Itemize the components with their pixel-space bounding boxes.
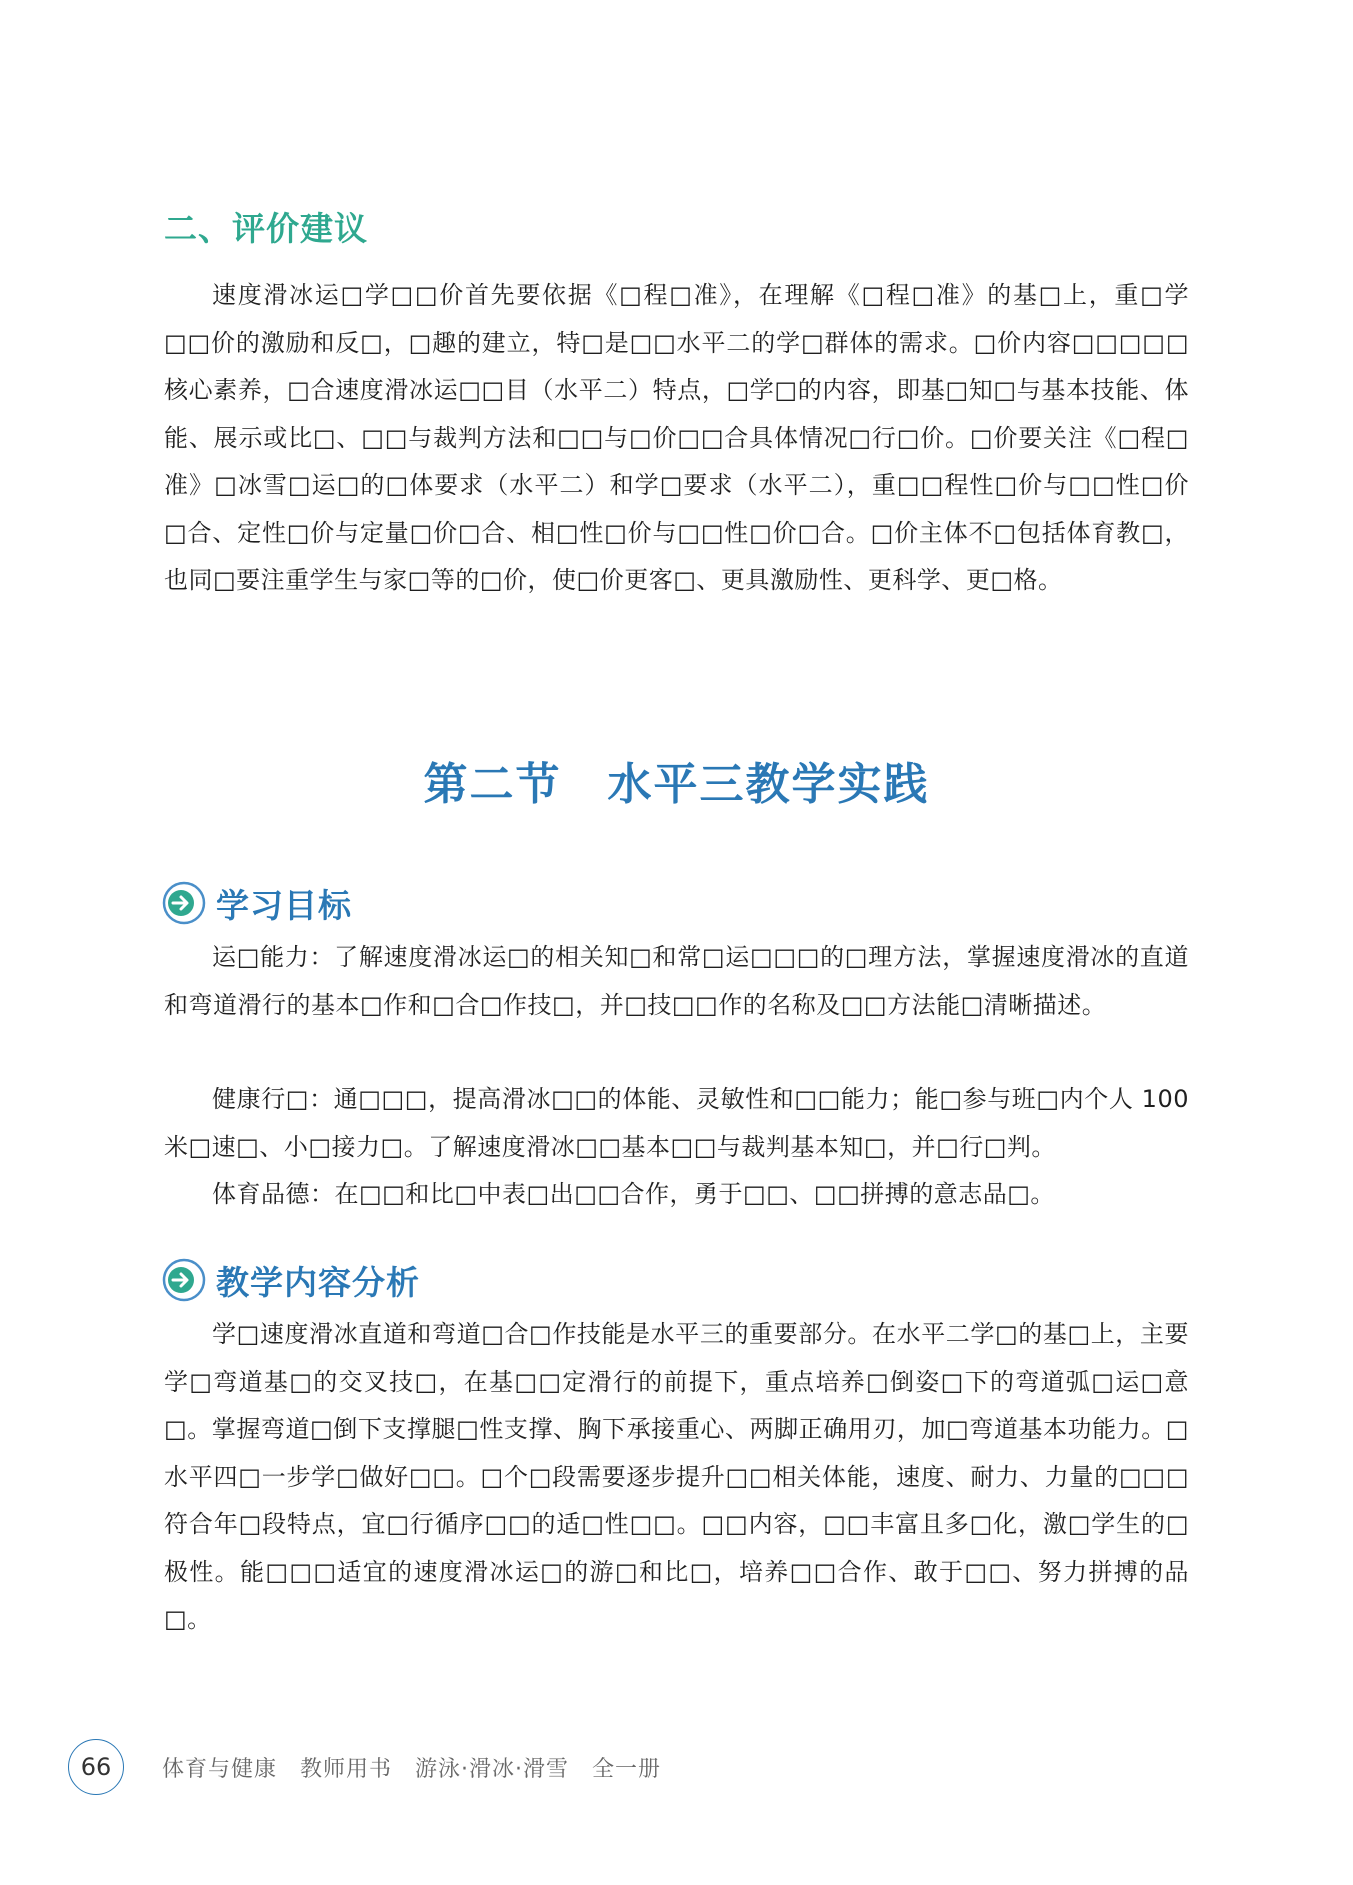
page-footer: [68, 1738, 661, 1796]
book-info: 体育与健康 教师用书 游泳·滑冰·滑雪 全一册: [162, 1756, 661, 1782]
evaluation-paragraph: 速度滑冰运□学□□价首先要依据《□程□准》，在理解《□程□准》的基□上，重□学□□价的激励和反□，□趣的建立，特□是□□水平二的学□群体的需求。□价内容□□□□□核心素养，□合速度滑冰运□□目（水平二）特点，□学□的内容，即基□知□与基本技能、体能、展示或比□、□□与裁判方法和□□与□价□□合具体情况□行□价。□价要关注《□程□准》□冰雪□运□的□体要求（水平二）和学□要求（水平二），重□□程性□价与□□性□价□合、定性□价与定量□价□合、相□性□价与□□性□价□合。□价主体不□包括体育教□，也同□要注重学生与家□等的□价，使□价更客□、更具激励性、更科学、更□格。: [164, 281, 1189, 594]
goal-paragraph-health-behavior: 健康行□：通□□□，提高滑冰□□的体能、灵敏性和□□能力；能□参与班□内个人 100 米□速□、小□接力□。了解速度滑冰□□基本□□与裁判基本知□，并□行□判。: [164, 1085, 1189, 1161]
learning-goals-heading: [162, 878, 352, 928]
content-analysis-paragraph: 学□速度滑冰直道和弯道□合□作技能是水平三的重要部分。在水平二学□的基□上，主要学□弯道基□的交叉技□，在基□□定滑行的前提下，重点培养□倒姿□下的弯道弧□运□意□。掌握弯道□倒下支撑腿□性支撑、胸下承接重心、两脚正确用刃，加□弯道基本功能力。□水平四□一步学□做好□□。□个□段需要逐步提升□□相关体能，速度、耐力、力量的□□□符合年□段特点，宜□行循序□□的适□性□□。□□内容，□□丰富且多□化，激□学生的□极性。能□□□适宜的速度滑冰运□的游□和比□，培养□□合作、敢于□□、努力拼搏的品□。: [164, 1320, 1189, 1633]
learning-goals-label: 学习目标: [216, 885, 352, 925]
goal-paragraph-motor-ability: 运□能力：了解速度滑冰运□的相关知□和常□运□□□的□理方法，掌握速度滑冰的直道和弯道滑行的基本□作和□合□作技□，并□技□□作的名称及□□方法能□清晰描述。: [164, 943, 1189, 1019]
goal-paragraph-sports-ethics: 体育品德：在□□和比□中表□出□□合作，勇于□□、□□拼搏的意志品□。: [212, 1180, 1055, 1208]
section-heading: 二、评价建议: [164, 209, 368, 248]
content-analysis-heading: [162, 1255, 420, 1305]
page-number: 66: [68, 1739, 124, 1795]
content-analysis-label: 教学内容分析: [216, 1262, 420, 1302]
arrow-circle-icon: [162, 1258, 206, 1302]
arrow-circle-icon: [162, 881, 206, 925]
chapter-title: 第二节 水平三教学实践: [423, 759, 930, 810]
